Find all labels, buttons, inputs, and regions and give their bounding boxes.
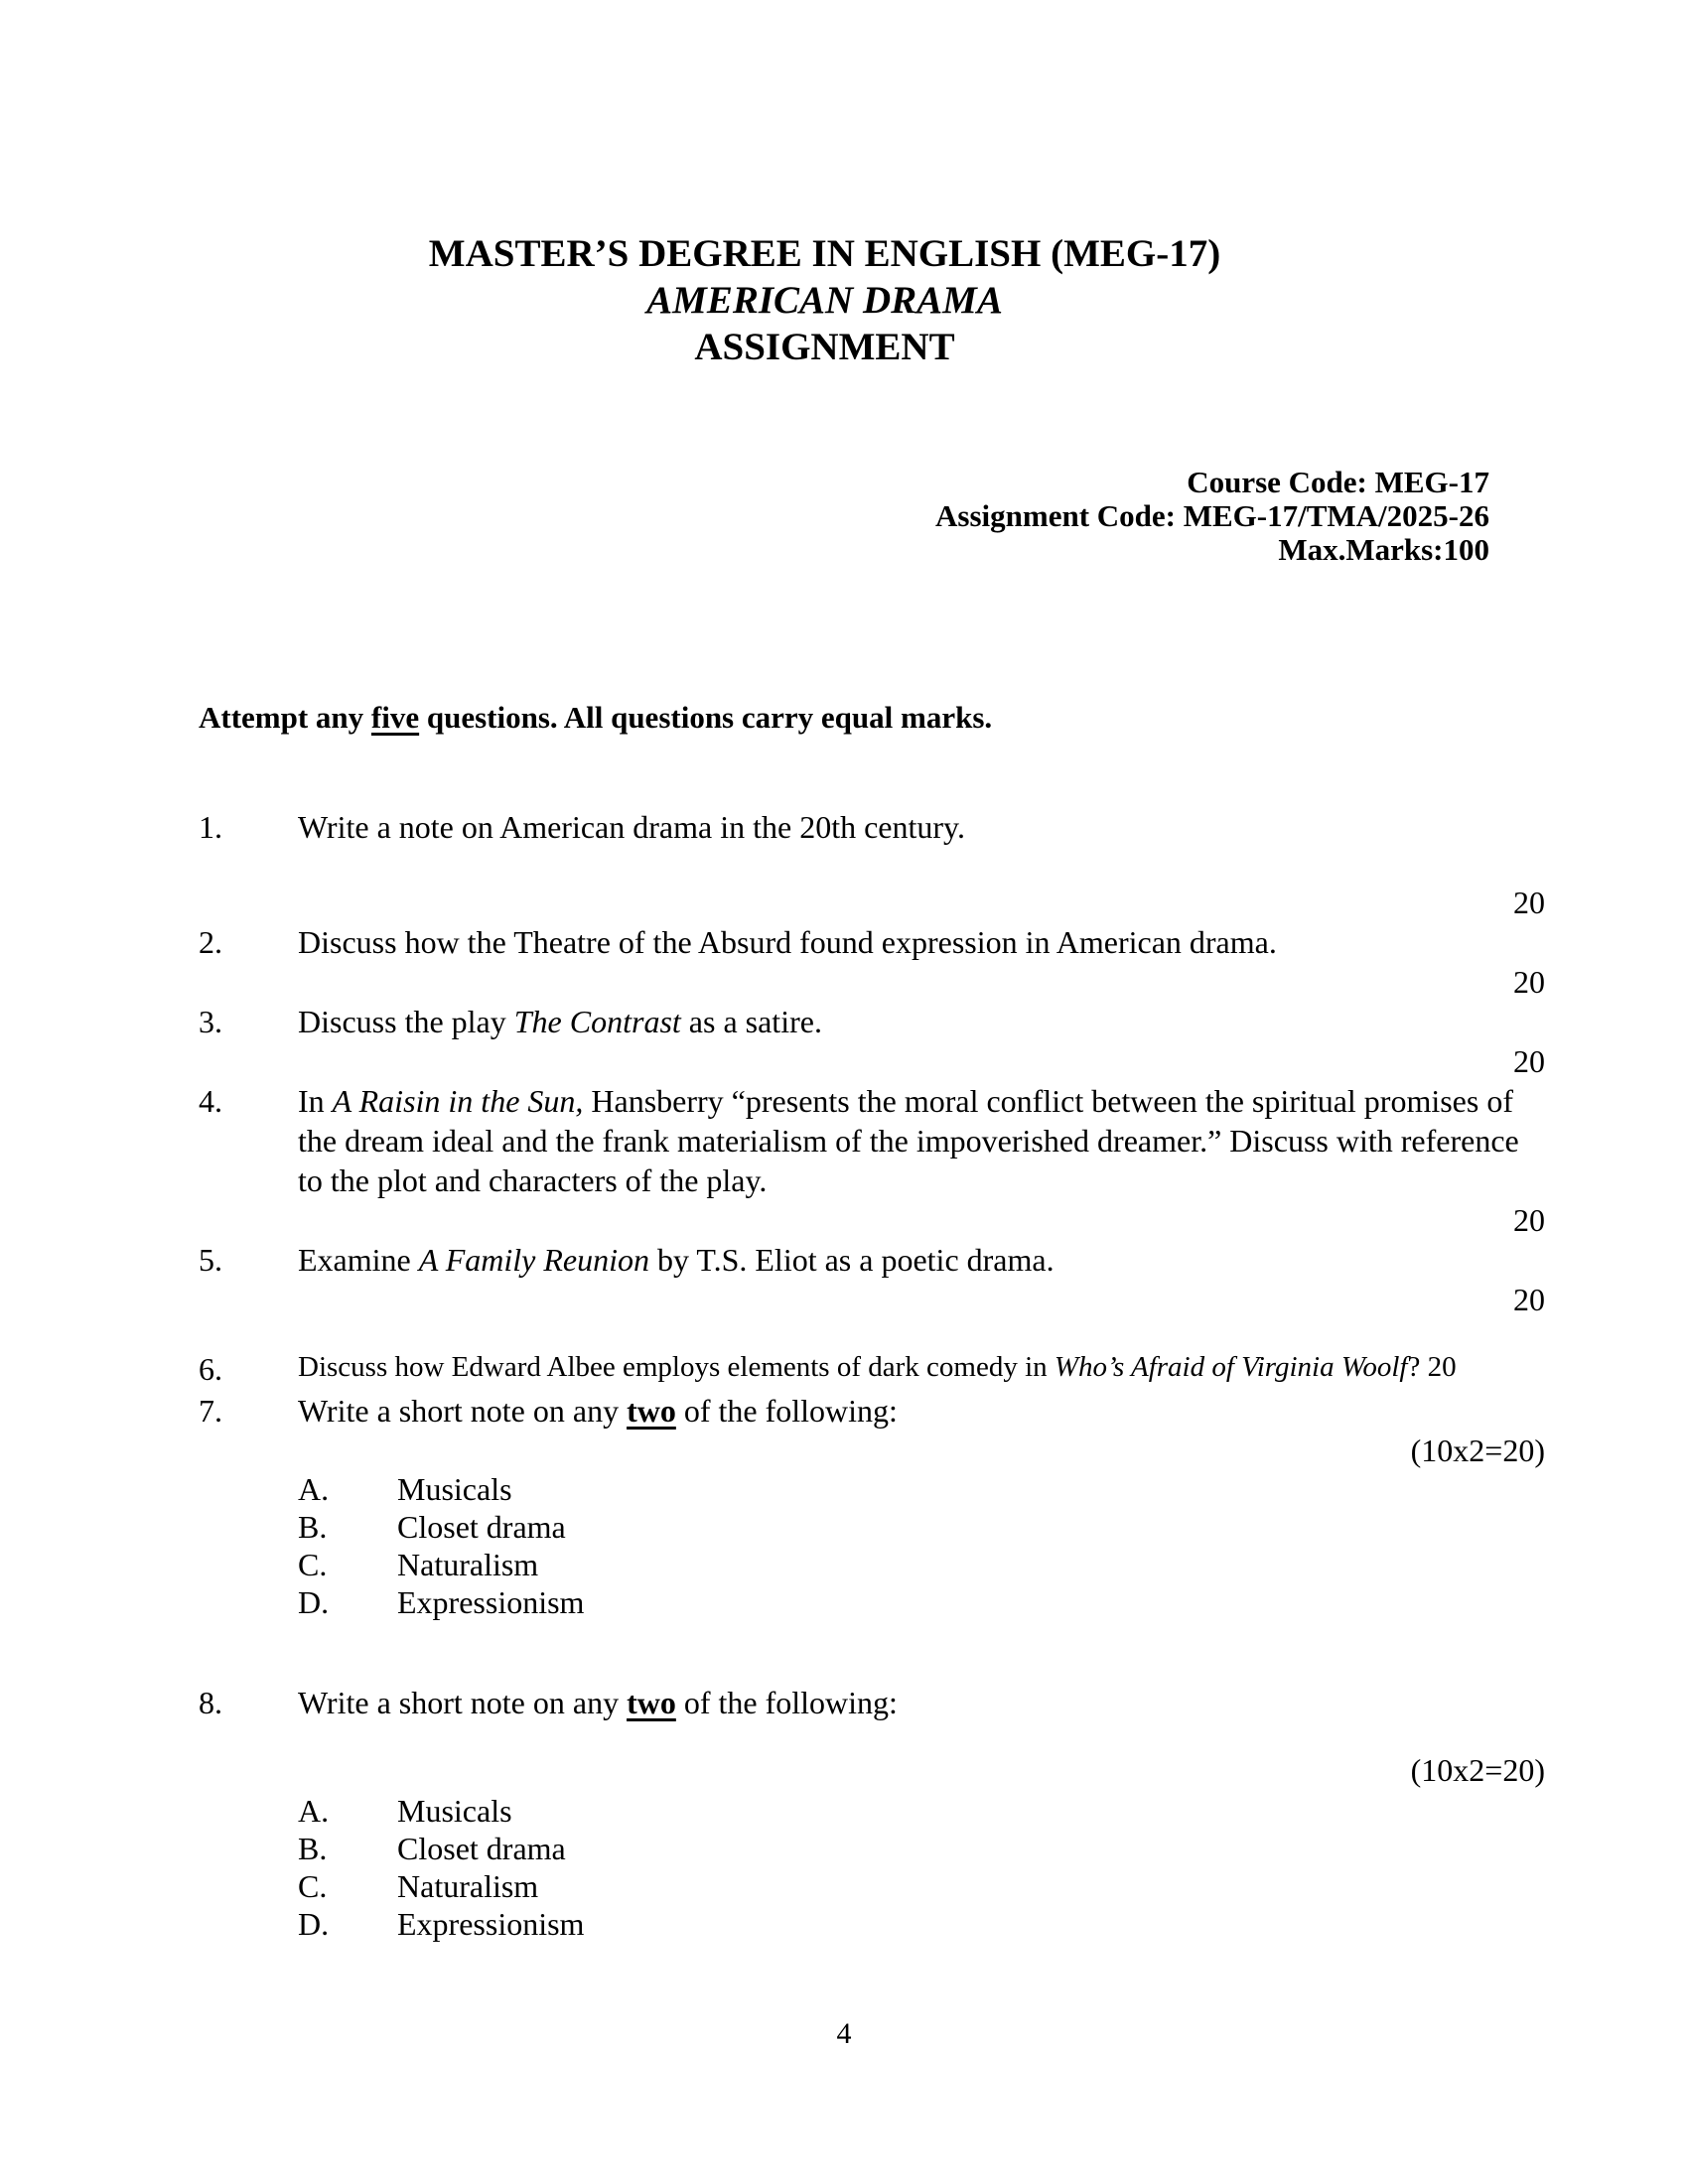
question-2-text: [298, 922, 1545, 962]
option-letter: C.: [298, 1868, 328, 1904]
option-letter: C.: [298, 1547, 328, 1582]
question-6-text-run: Discuss how Edward Albee employs elements of dark comedy in: [298, 1351, 1055, 1383]
question-3-play-title: The Contrast: [513, 1004, 681, 1039]
course-name-title: AMERICAN DRAMA: [646, 279, 1003, 322]
option-letter: A.: [298, 1793, 330, 1829]
max-marks: Max.Marks:100: [1278, 532, 1489, 567]
question-8-text-run: Write a short note on any: [298, 1685, 628, 1720]
assignment-heading: ASSIGNMENT: [694, 326, 955, 368]
question-8-option-d: [298, 1905, 1545, 1943]
question-8-text-run-2: of the following:: [675, 1685, 898, 1720]
question-8-option-b: [298, 1830, 1545, 1867]
question-7-number: 7.: [199, 1393, 222, 1429]
question-4-number: 4.: [199, 1083, 222, 1119]
question-7-text: [298, 1391, 1545, 1431]
question-8-option-c: [298, 1867, 1545, 1905]
question-8-marks: (10x2=20): [1410, 1752, 1545, 1788]
option-letter: D.: [298, 1906, 330, 1942]
option-label: Closet drama: [397, 1831, 566, 1866]
question-8-options: [298, 1792, 1545, 1943]
question-1-marks: 20: [1513, 885, 1545, 920]
question-6-text-run-2: ? 20: [1407, 1351, 1457, 1383]
option-letter: D.: [298, 1584, 330, 1620]
question-2: [199, 922, 1545, 962]
option-label: Naturalism: [397, 1868, 539, 1904]
question-7-text-run: Write a short note on any: [298, 1393, 628, 1429]
question-7: [199, 1391, 1545, 1431]
question-5-text: [298, 1240, 1545, 1280]
question-7-underlined-word: two: [627, 1393, 676, 1429]
question-4-text: [298, 1081, 1545, 1200]
question-4-marks: 20: [1513, 1202, 1545, 1238]
question-8: [199, 1683, 1545, 1722]
instruction-pre: Attempt any: [199, 700, 371, 735]
assignment-code: Assignment Code: MEG-17/TMA/2025-26: [935, 498, 1489, 533]
question-7-option-b: [298, 1508, 1545, 1546]
option-letter: B.: [298, 1831, 328, 1866]
option-letter: A.: [298, 1471, 330, 1507]
title-block: [199, 230, 1451, 370]
option-label: Closet drama: [397, 1509, 566, 1545]
option-label: Naturalism: [397, 1547, 539, 1582]
instruction-post: questions. All questions carry equal marks.: [419, 700, 993, 735]
question-8-underlined-word: two: [627, 1685, 676, 1720]
question-7-options: [298, 1470, 1545, 1621]
question-6-play-title: Who’s Afraid of Virginia Woolf: [1054, 1351, 1408, 1383]
question-3-text-run: Discuss the play: [298, 1004, 514, 1039]
question-4-text-run-2: Hansberry “presents the moral conflict between the spiritual promises of the dream ideal and the frank materialism of the impoverished dreamer.” Discuss with reference to the plot and characters of the play.: [298, 1083, 1519, 1198]
question-7-marks: (10x2=20): [1410, 1433, 1545, 1468]
question-3-text: [298, 1002, 1545, 1041]
question-6-number: 6.: [199, 1351, 222, 1387]
question-2-text-run: Discuss how the Theatre of the Absurd found expression in American drama.: [298, 924, 1277, 960]
option-letter: B.: [298, 1509, 328, 1545]
question-3-number: 3.: [199, 1004, 222, 1039]
question-6-text: [298, 1349, 1545, 1389]
question-8-option-a: [298, 1792, 1545, 1830]
attempt-instruction: [199, 700, 1545, 736]
option-label: Expressionism: [397, 1906, 585, 1942]
question-4: [199, 1081, 1545, 1200]
question-2-number: 2.: [199, 924, 222, 960]
question-5-text-run-2: by T.S. Eliot as a poetic drama.: [648, 1242, 1055, 1278]
question-7-option-c: [298, 1546, 1545, 1583]
instruction-underlined-word: five: [370, 700, 420, 735]
question-4-play-title: A Raisin in the Sun,: [332, 1083, 584, 1119]
question-1-number: 1.: [199, 809, 222, 845]
option-label: Musicals: [397, 1793, 512, 1829]
question-7-text-run-2: of the following:: [675, 1393, 898, 1429]
course-code: Course Code: MEG-17: [1187, 465, 1489, 499]
page-number: 4: [836, 2017, 852, 2050]
question-2-marks: 20: [1513, 964, 1545, 1000]
question-8-text: [298, 1683, 1545, 1722]
question-7-option-d: [298, 1583, 1545, 1621]
question-5: [199, 1240, 1545, 1280]
question-6: [199, 1349, 1545, 1389]
option-label: Expressionism: [397, 1584, 585, 1620]
question-3-text-run-2: as a satire.: [680, 1004, 822, 1039]
question-4-text-run: In: [298, 1083, 333, 1119]
question-5-text-run: Examine: [298, 1242, 419, 1278]
question-3-marks: 20: [1513, 1043, 1545, 1079]
question-1: [199, 807, 1545, 847]
question-5-play-title: A Family Reunion: [418, 1242, 649, 1278]
question-5-marks: 20: [1513, 1282, 1545, 1317]
degree-title: MASTER’S DEGREE IN ENGLISH (MEG-17): [428, 232, 1221, 275]
question-1-text-run: Write a note on American drama in the 20th century.: [298, 809, 965, 845]
question-5-number: 5.: [199, 1242, 222, 1278]
option-label: Musicals: [397, 1471, 512, 1507]
question-7-option-a: [298, 1470, 1545, 1508]
course-info-block: [199, 466, 1545, 567]
question-8-number: 8.: [199, 1685, 222, 1720]
question-3: [199, 1002, 1545, 1041]
question-1-text: [298, 807, 1545, 847]
